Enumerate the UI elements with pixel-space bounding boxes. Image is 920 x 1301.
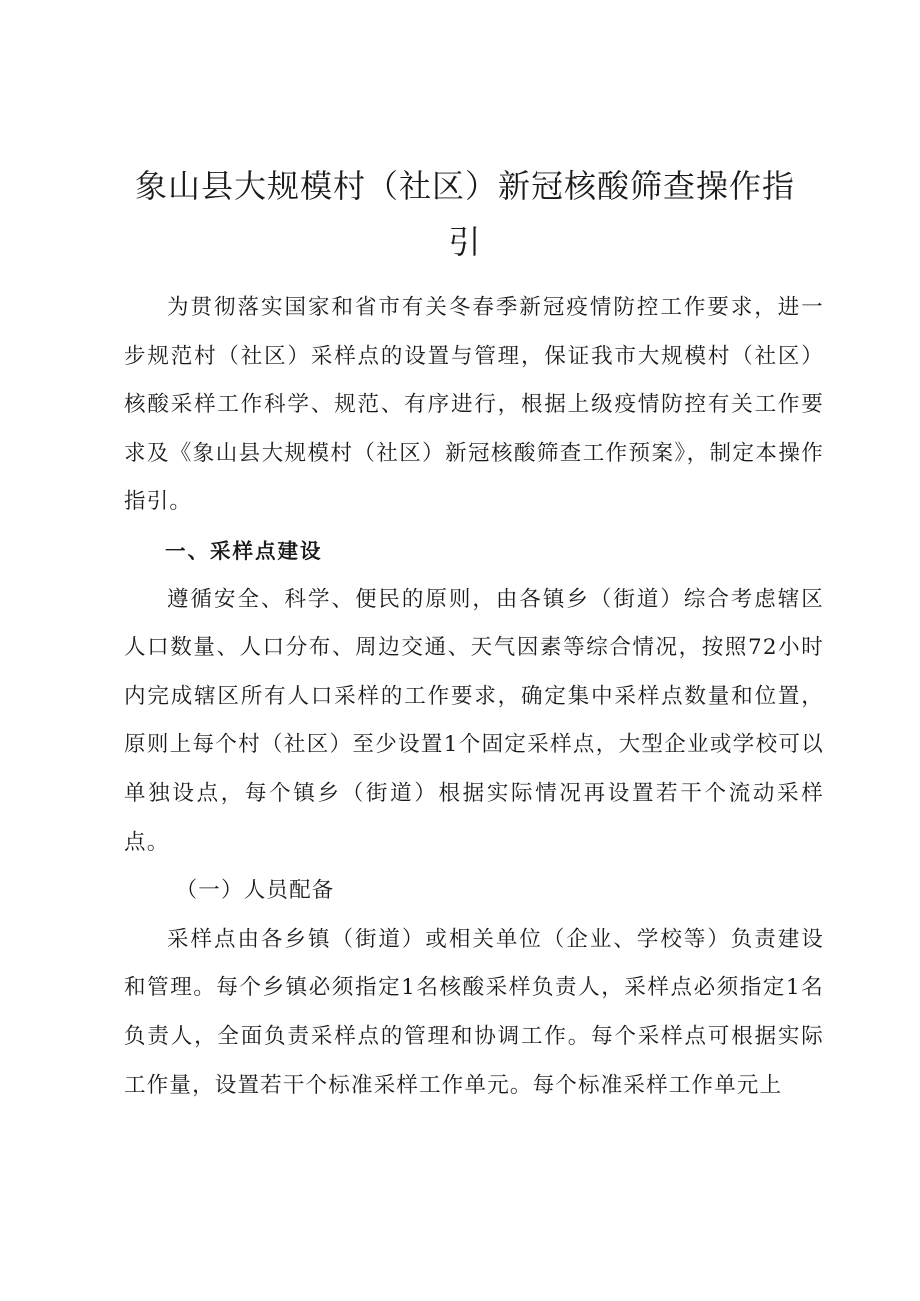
document-title [120, 158, 810, 270]
subsection-heading-1: （一）人员配备 [175, 878, 335, 904]
section-heading-1: 一、采样点建设 [165, 538, 323, 563]
document-body [124, 284, 824, 1110]
section-1-paragraph: 遵循安全、科学、便民的原则，由各镇乡（街道）综合考虑辖区人口数量、人口分布、周边交通、天气因素等综合情况，按照72小时内完成辖区所有人口采样的工作要求，确定集中采样点数量和位置，原则上每个村（社区）至少设置1个固定采样点，大型企业或学校可以单独设点，每个镇乡（街道）根据实际情况再设置若干个流动采样点。 [124, 586, 824, 855]
intro-paragraph: 为贯彻落实国家和省市有关冬春季新冠疫情防控工作要求，进一步规范村（社区）采样点的设置与管理，保证我市大规模村（社区）核酸采样工作科学、规范、有序进行，根据上级疫情防控有关工作要求及《象山县大规模村（社区）新冠核酸筛查工作预案》，制定本操作指引。 [124, 295, 824, 515]
title-line-1: 象山县大规模村（社区）新冠核酸筛查操作指 [134, 167, 795, 205]
subsection-1-paragraph: 采样点由各乡镇（街道）或相关单位（企业、学校等）负责建设和管理。每个乡镇必须指定1名核酸采样负责人，采样点必须指定1名负责人，全面负责采样点的管理和协调工作。每个采样点可根据实际工作量，设置若干个标准采样工作单元。每个标准采样工作单元上 [124, 926, 824, 1098]
title-line-2: 引 [448, 223, 482, 261]
